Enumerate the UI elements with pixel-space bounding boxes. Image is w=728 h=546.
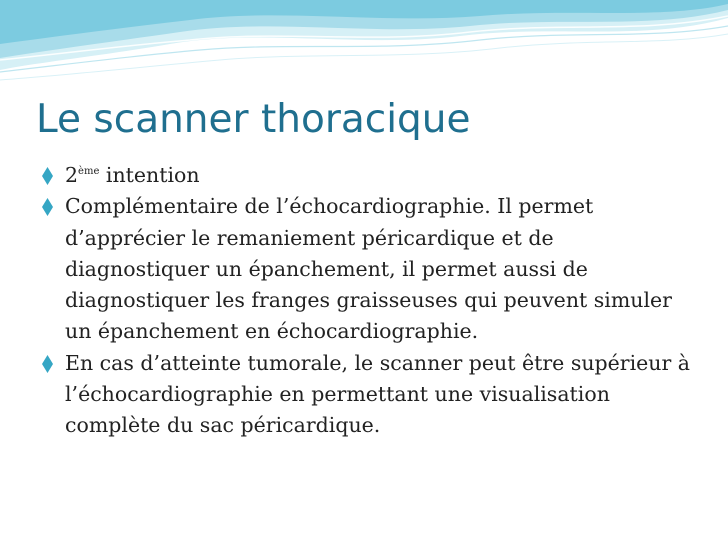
diamond-bullet-icon	[42, 167, 53, 185]
bullet-item-2	[40, 191, 700, 347]
diamond-bullet-icon	[42, 198, 53, 216]
bullet-item-1	[40, 160, 700, 191]
bullet-list	[40, 160, 700, 442]
slide-title: Le scanner thoracique	[36, 97, 471, 142]
bullet-item-3	[40, 348, 700, 442]
wave-header-decoration	[0, 0, 728, 90]
bullet-1-superscript: ème	[78, 166, 100, 177]
bullet-1-text: intention	[99, 163, 200, 187]
bullet-1-prefix: 2	[65, 163, 79, 187]
bullet-3-text: En cas d’atteinte tumorale, le scanner peut être supérieur à l’échocardiographie en permettant une visualisation complète du sac péricardique.	[65, 350, 691, 438]
bullet-2-text: Complémentaire de l’échocardiographie. Il permet d’apprécier le remaniement péricardique et de diagnostiquer un épanchement, il permet aussi de diagnostiquer les franges graisseuses qui peuvent simuler un épanchement en échocardiographie.	[65, 194, 672, 344]
diamond-bullet-icon	[42, 355, 53, 373]
